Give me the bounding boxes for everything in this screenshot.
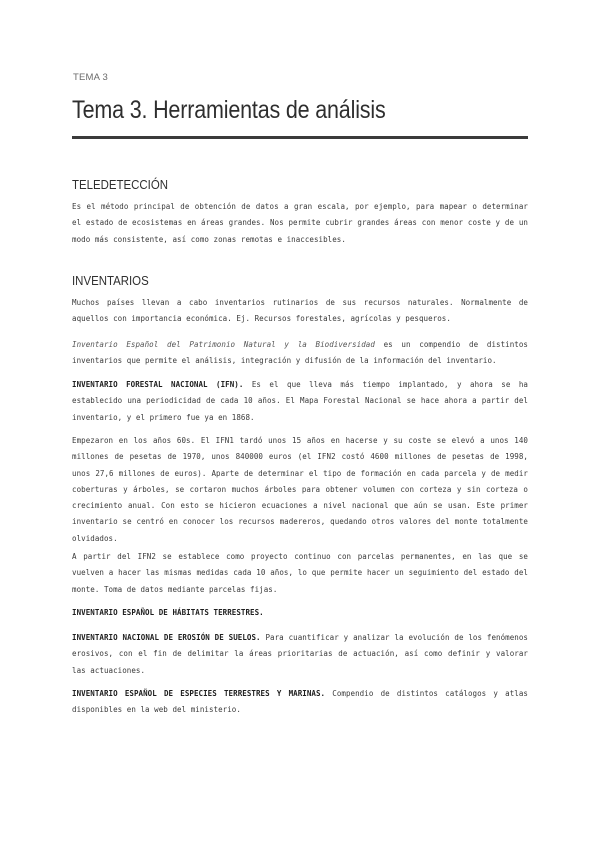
ifn-text: Es el que lleva más tiempo implantado, y ahora se ha establecido una periodicidad de cada 10 años. El Mapa Forestal Nacional se hace ahora a partir del inventario, y el primero fue ya en 1868. (72, 380, 528, 422)
inventarios-intro-paragraph: Muchos países llevan a cabo inventarios rutinarios de sus recursos naturales. Normalmente de aquellos con importancia económica. Ej. Recursos forestales, agrícolas y pesqueros. (72, 298, 528, 324)
habitats-heading: INVENTARIO ESPAÑOL DE HÁBITATS TERRESTRES. (72, 608, 264, 617)
especies-text: Compendio de distintos catálogos y atlas disponibles en la web del ministerio. (72, 689, 528, 715)
habitats-paragraph (72, 605, 528, 621)
ifn-history-paragraph: Empezaron en los años 60s. El IFN1 tardó unos 15 años en hacerse y su coste se elevó a unos 140 millones de pesetas de 1970, unos 840000 euros (el IFN2 costó 4600 millones de pesetas de 1998, unos 27,6 millones de euros). Aparte de determinar el tipo de formación en cada parcela y de medir coberturas y árboles, se cortaron muchos árboles para obtener volumen con corteza y sin corteza o crecimiento anual. Con esto se hicieron ecuaciones a nivel nacional que aún se usan. Este primer inventario se centró en conocer los recursos madereros, quedando otros valores del monte totalmente olvidados. (72, 436, 528, 543)
title-divider (72, 136, 528, 139)
chapter-kicker: TEMA 3 (73, 72, 108, 83)
section-heading-teledeteccion: TELEDETECCIÓN (72, 177, 168, 192)
especies-heading: INVENTARIO ESPAÑOL DE ESPECIES TERRESTRES Y MARINAS. (72, 689, 326, 698)
ifn2-paragraph: A partir del IFN2 se establece como proyecto continuo con parcelas permanentes, en las que se vuelven a hacer las mismas medidas cada 10 años, lo que permite hacer un seguimiento del estado del monte. Toma de datos mediante parcelas fijas. (72, 552, 528, 594)
ieppnb-paragraph (72, 337, 528, 370)
especies-paragraph (72, 686, 528, 719)
erosion-text: Para cuantificar y analizar la evolución de los fenómenos erosivos, con el fin de delimitar la áreas prioritarias de actuación, así como definir y valorar las actuaciones. (72, 633, 528, 675)
ifn-paragraph (72, 377, 528, 426)
ifn-heading: INVENTARIO FORESTAL NACIONAL (IFN). (72, 380, 244, 389)
ieppnb-text: es un compendio de distintos inventarios que permite el análisis, integración y difusión de la información del inventario. (72, 340, 528, 366)
ieppnb-title: Inventario Español del Patrimonio Natural y la Biodiversidad (72, 340, 375, 349)
teledeteccion-paragraph: Es el método principal de obtención de datos a gran escala, por ejemplo, para mapear o determinar el estado de ecosistemas en áreas grandes. Nos permite cubrir grandes áreas con menor coste y de un modo más consistente, así como zonas remotas e inaccesibles. (72, 202, 528, 244)
erosion-heading: INVENTARIO NACIONAL DE EROSIÓN DE SUELOS. (72, 633, 261, 642)
page-title: Tema 3. Herramientas de análisis (72, 96, 386, 124)
erosion-paragraph (72, 630, 528, 679)
section-heading-inventarios: INVENTARIOS (72, 273, 149, 288)
